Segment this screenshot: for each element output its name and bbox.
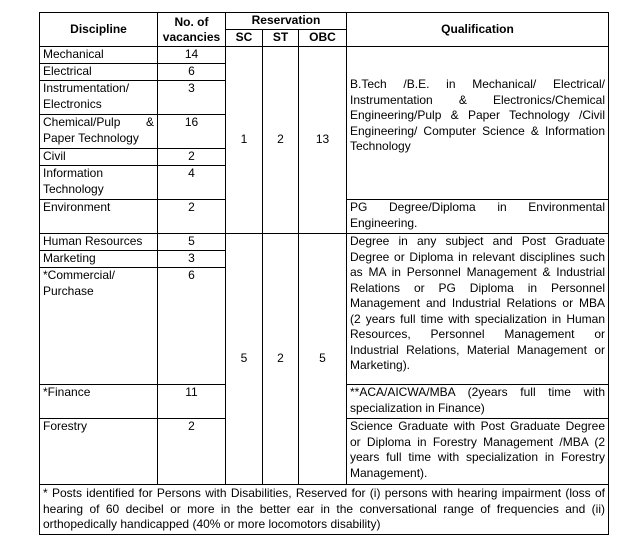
- table-row: [40, 234, 609, 251]
- header-qualification: Qualification: [347, 13, 609, 47]
- group1-qualification: [347, 47, 609, 200]
- group2-qualification-b: **ACA/AICWA/MBA (2years full time with specialization in Finance): [347, 385, 609, 419]
- group2-qualification-a: Degree in any subject and Post Graduate Degree or Diploma in relevant disciplines such as MA in Personnel Management & Industrial Relations or PG Diploma in Personnel Management and Industrial Relations or MBA (2 years full time with specialization in Human Resources, Personnel Management or Industrial Relations, Material Management or Marketing).: [347, 234, 609, 385]
- vacancies-cell: 4: [158, 166, 226, 200]
- header-reservation: Reservation: [226, 13, 347, 30]
- group1-sc: 1: [226, 47, 263, 234]
- discipline-cell: Instrumentation/ Electronics: [40, 81, 158, 115]
- vacancy-table: [39, 12, 609, 535]
- header-discipline: Discipline: [40, 13, 158, 47]
- discipline-cell: Electrical: [40, 64, 158, 81]
- header-sc: SC: [226, 30, 263, 47]
- discipline-cell: Marketing: [40, 251, 158, 268]
- discipline-cell: Human Resources: [40, 234, 158, 251]
- vacancies-cell: 3: [158, 251, 226, 268]
- group2-sc: 5: [226, 234, 263, 485]
- group2-st: 2: [263, 234, 299, 485]
- vacancies-cell: 5: [158, 234, 226, 251]
- table-row: [40, 47, 609, 64]
- group1-obc: 13: [299, 47, 347, 234]
- group2-obc: 5: [299, 234, 347, 485]
- discipline-cell: Mechanical: [40, 47, 158, 64]
- footnote: * Posts identified for Persons with Disabilities, Reserved for (i) persons with hearing impairment (loss of hearing of 60 decibel or more in the better ear in the conversational range of frequencies and (ii) orthopedically handicapped (40% or more locomotors disability): [40, 485, 609, 535]
- header-vacancies-line1: No. of: [174, 14, 209, 29]
- group1-qualification-b: PG Degree/Diploma in Environmental Engineering.: [347, 200, 609, 234]
- discipline-cell: Forestry: [40, 419, 158, 485]
- vacancies-cell: 16: [158, 115, 226, 149]
- vacancies-cell: 3: [158, 81, 226, 115]
- header-obc: OBC: [299, 30, 347, 47]
- discipline-cell: Information Technology: [40, 166, 158, 200]
- vacancies-cell: 6: [158, 268, 226, 385]
- vacancies-cell: 14: [158, 47, 226, 64]
- vacancies-cell: 2: [158, 419, 226, 485]
- header-vacancies: [158, 13, 226, 47]
- group2-qualification-c: Science Graduate with Post Graduate Degree or Diploma in Forestry Management /MBA (2 years full time with specialization in Forestry Management).: [347, 419, 609, 485]
- vacancies-cell: 6: [158, 64, 226, 81]
- discipline-cell: Civil: [40, 149, 158, 166]
- discipline-cell: *Finance: [40, 385, 158, 419]
- vacancies-cell: 2: [158, 149, 226, 166]
- group1-qualification-a: B.Tech /B.E. in Mechanical/ Electrical/ Instrumentation & Electronics/Chemical Engineering/Pulp & Paper Technology /Civil Engineering/ Computer Science & Information Technology: [350, 77, 605, 154]
- discipline-cell: Chemical/Pulp & Paper Technology: [40, 115, 158, 149]
- discipline-cell: Environment: [40, 200, 158, 234]
- header-st: ST: [263, 30, 299, 47]
- discipline-cell: *Commercial/ Purchase: [40, 268, 158, 385]
- group1-st: 2: [263, 47, 299, 234]
- vacancies-cell: 2: [158, 200, 226, 234]
- vacancies-cell: 11: [158, 385, 226, 419]
- header-vacancies-line2: vacancies: [162, 29, 221, 44]
